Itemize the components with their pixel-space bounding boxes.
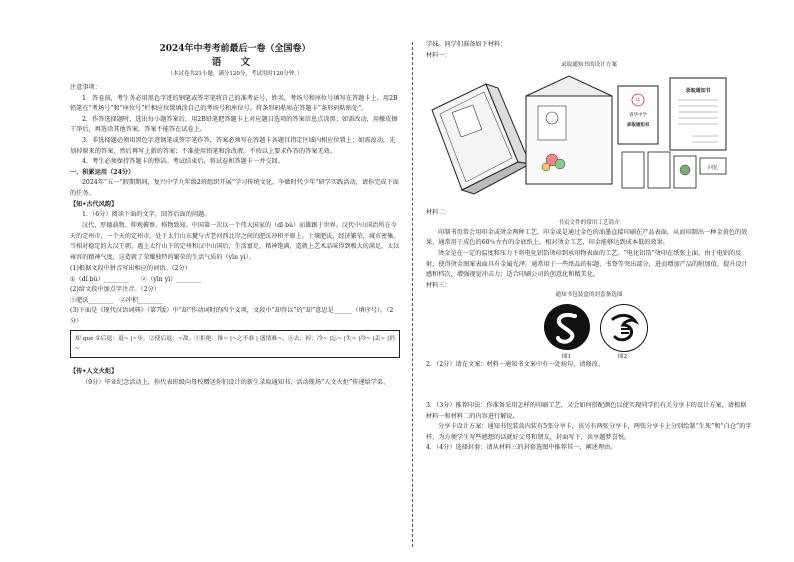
notice-heading: 注意事项： <box>70 84 101 91</box>
question-2: 2．（2分）请在文案：材料一通知书文案中有一处病句，请修改。 <box>426 361 605 369</box>
gift-box <box>432 84 530 194</box>
notice-item-2: 2．作答选择题时，选出每小题答案后，用2B铅笔把答题卡上对应题目选项的答案信息点涂黑；如需改动，用橡皮擦干净后，再选涂其他答案，答案不能答在试卷上。 <box>70 115 398 134</box>
cover-option-2 <box>600 304 648 352</box>
reading-passage: 汉代，厚德载物、仰观俯察、格物致知。中国第一次以一个伟大国家的（dǐ bù）而雄踞于世界。汉代中山国治所在今天的定州市，一个天的定州市，处于太行山东麓与古老河西北岸之间的肥沃冲积平原上。土壤肥沃，经济繁荣，城市密集。当相对稳定的大汉王朝，遇上太行山下的定州和汉中山国后，生活富足，精神饱满，造就上艺术品味得到极大的满足，太以雍容的精神气度，这造就了荣耀独特的繁荣的生活气质的（yīn yì）。 <box>70 221 400 262</box>
material-3-label: 材料三： <box>426 281 451 289</box>
answer-space-2[interactable] <box>426 371 752 401</box>
continued-text: 学妹。同学们准备如下材料： <box>426 41 507 48</box>
share-cards <box>622 152 726 188</box>
letter-sheet <box>670 78 726 150</box>
sub-question-2: (2)给文段中加点字注音。（2分） <box>70 286 161 294</box>
dragon-qing-icon <box>601 305 647 351</box>
cover-options <box>426 302 752 360</box>
question-4: 4．（4分）选择封套：请从材料三的封套选图中推荐其一，阐述理由。 <box>426 444 617 452</box>
material-1-label: 材料一： <box>426 51 451 59</box>
notice-item-4: 4．考生必须保持答题卡的整洁。考试结束后，将试卷和答题卡一并交回。 <box>82 158 284 166</box>
question-3-note: 分享卡设计方案：通知书包装盒内装有5张分享卡，该另有两张分享卡，两张分享卡上分别绘制“生死”和“白仓”的字样，为方便学生写些感想的话就好父母和朋友，封面写下，共享题梦喜悦。 <box>426 423 752 441</box>
admission-letter-figure <box>426 72 752 204</box>
exam-subject: 语 文 <box>211 57 259 68</box>
seal-char: 华 <box>635 98 641 105</box>
dragon-s-icon <box>544 304 590 350</box>
right-column <box>426 40 752 454</box>
letter-title-2: 录取通知书 <box>685 88 711 95</box>
material-3-title: 通知书包装盒的封套备选图 <box>555 292 623 299</box>
sub-question-1: (1)根据文段中拼音写出相应的词语。（2分） <box>70 264 191 272</box>
material-2-text-1: 印制书页常会用印金或烫金两种工艺。印金或是通过金色的油墨直接印刷在产品表面，从而印制出一种金黄色的效果，通常用于成色的60％左右的金底纸上。相对烫金工艺，印金能够达到成本低的效果。 <box>426 228 748 247</box>
figure-1-label: 图1 <box>562 354 572 361</box>
section-intro: 2024年“五一”假期期间，复兴中学九年级2班组织开展“学习传统文化，争做时代少年”研学实践活动，请你完成下面的任务。 <box>70 179 399 197</box>
material-2-label: 材料二： <box>426 209 451 217</box>
badge-text: 回忆 <box>707 165 719 172</box>
question-1: 1．（6分）阅读下面的文字，回答后面的问题。 <box>82 211 211 219</box>
left-column <box>70 40 400 389</box>
question-3: 3．（3分）推荐印法：你准备采用怎样的印刷工艺，又会如何搭配颜色以使实现同学们有关分享卡的设计方案，请根据材料一和材料二的内容进行解说。 <box>426 401 747 420</box>
section-heading: 一、积累运用（24分） <box>70 168 135 176</box>
dictionary-box: 却 què ①后退：退~ |~步。②使后退：~敌。③拒绝：推~ |~之不恭 | 盛情难~。④去；掉：冷~ |忘~ |失~ |冷~ |丢~ |扔~ <box>70 330 400 358</box>
letter-card <box>618 86 658 144</box>
material-2-text-2: 烫金是在一定的温度和压力下将电化铝箔烫印到承印物表面的工艺。“电化铝箔”烫印在纸张上面，由于电铝的反射，使得烫金图案表面具有金属光泽。通常用于一些纸品的标题、书脊等突出部分，进而增加产品的附加值，提升设计感和档次，增强视觉冲击力；适合印刷公司的创意化和精美化。 <box>426 249 748 279</box>
exam-meta: （本试卷共21小题，满分120分，考试用时120分钟。） <box>167 71 303 77</box>
open-envelope <box>526 76 612 184</box>
notice-item-1: 1．答卷前，考生务必用黑色字迹的钢笔或签字笔将自己的准考证号，姓名，考场号和座位号填写在答题卡上。用2B铅笔在“考场号”和“座位号”栏相应位置填涂自己的考场号和座位号。将条形码粘贴在答题卡“条形码粘贴处”。 <box>70 94 398 113</box>
material-2-title: 书页文件的常用工艺简介 <box>558 219 620 226</box>
sub-question-1-blanks[interactable]: ①（dǐ bù）________ ②（yīn yì）________ <box>70 275 202 283</box>
sub-question-3: (3)下面是《现代汉语词典》（第7版）中“却”作动词时的四个义项，文段中“却得以”的“却”意思是______（填序号）。（2分） <box>70 307 394 325</box>
column-divider <box>412 42 413 547</box>
letter-title: 录取通知书 <box>626 123 650 129</box>
cover-option-1 <box>544 304 590 350</box>
school-name: 睿华中学 <box>629 113 647 119</box>
figure-2-label: 图2 <box>618 354 628 361</box>
material-1-title: 录取通知书的设计方案 <box>561 62 617 69</box>
notice-item-3: 3．非选择题必须用黑色字迹钢笔或签字笔作答，答案必须写在答题卡各题目指定区域内相应位置上；如需改动，先划掉原来的答案，然后再写上新的答案；不准使用铅笔和涂改液。不按以上要求作答的答案无效。 <box>70 136 396 155</box>
task-2-heading: 【传•人文火炬】 <box>70 368 118 376</box>
exam-title: 2024年中考考前最后一卷（全国卷） <box>159 44 311 54</box>
task-2-text: （9分）毕业纪念活动上，你代表班级向母校赠送你们设计的新生录取通知书，活动现场“人文火炬”传递给学弟、 <box>82 379 390 387</box>
task-heading: 【知•古代风韵】 <box>70 200 118 208</box>
admission-letter-illustration <box>426 72 752 204</box>
sub-question-2-blanks[interactable]: ①肥沃________ ②冲积________ <box>70 296 163 304</box>
